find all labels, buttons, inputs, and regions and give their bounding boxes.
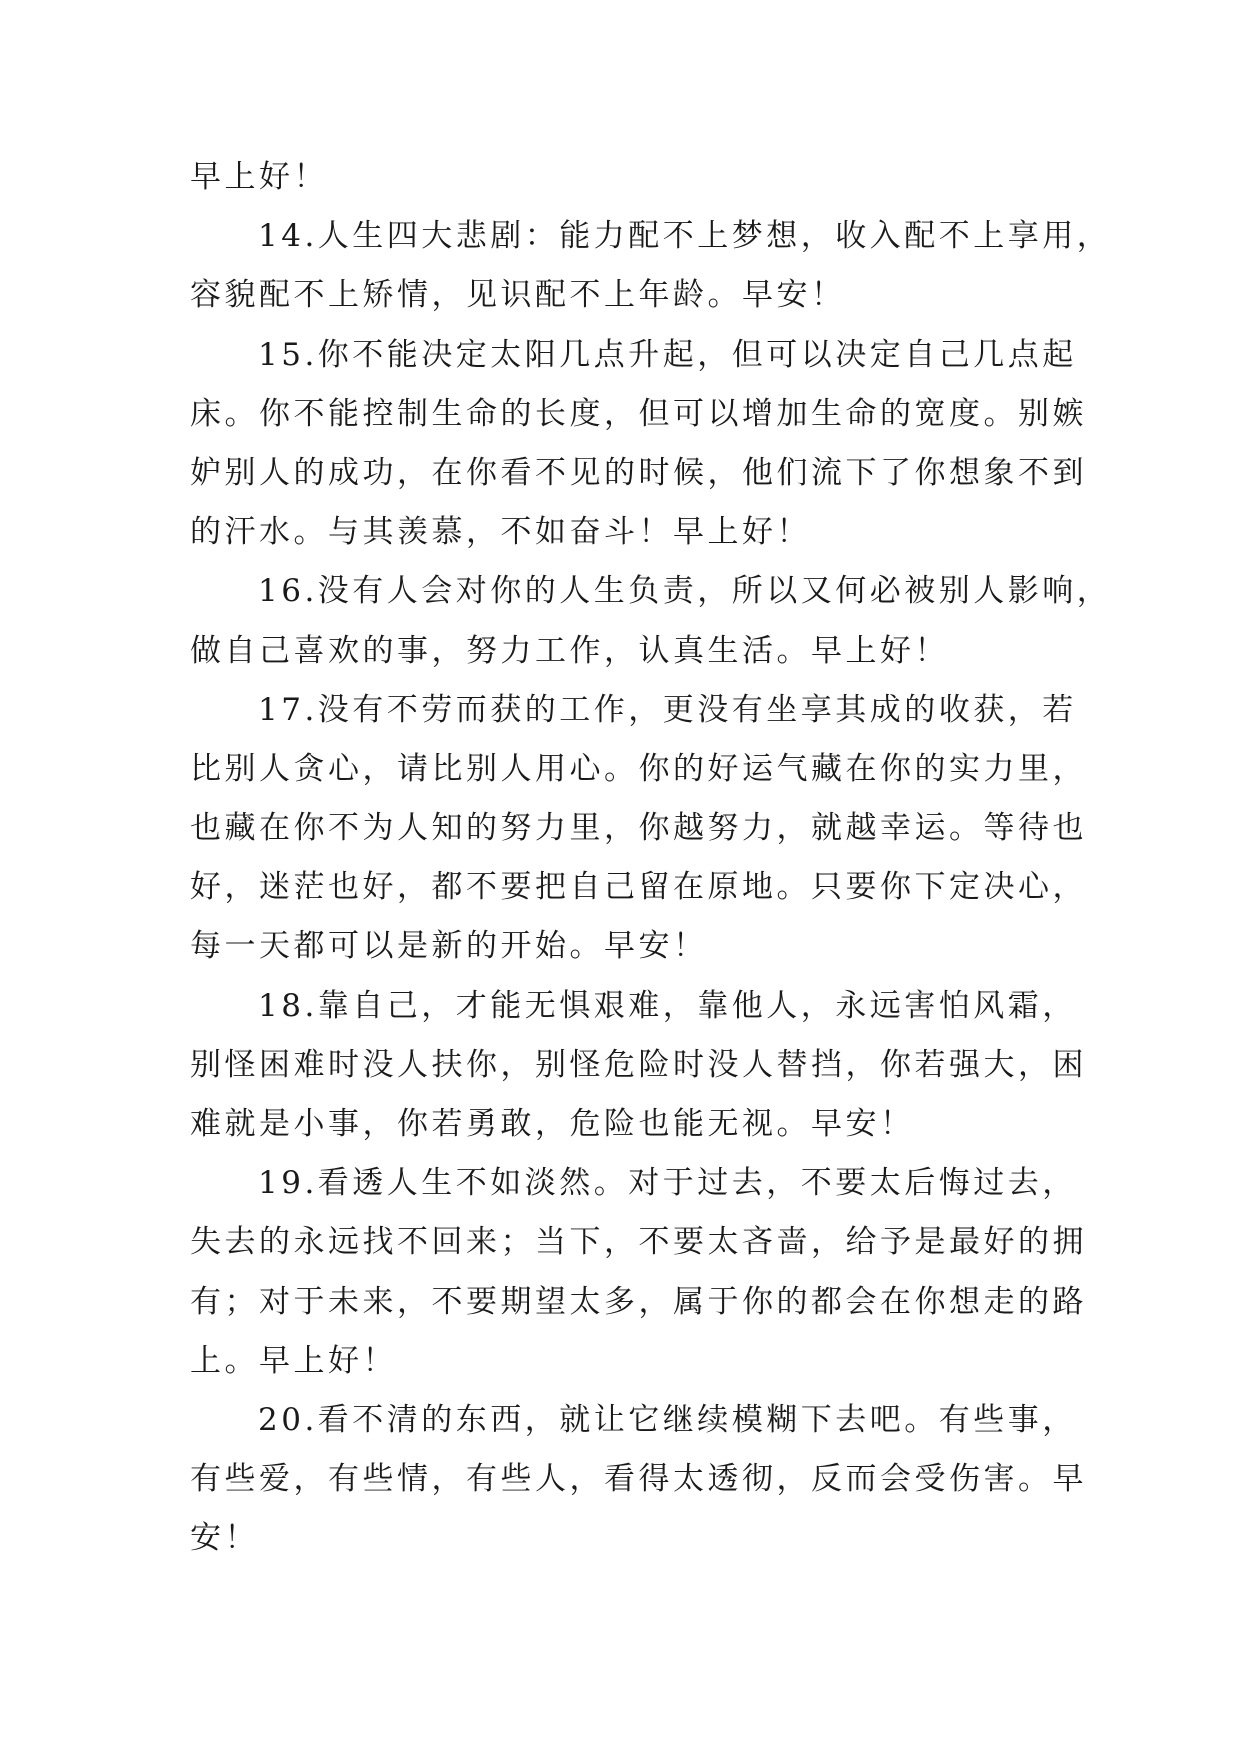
text-line: 好，迷茫也好，都不要把自己留在原地。只要你下定决心， — [190, 869, 1087, 906]
paragraph-18-start: 18.靠自己，才能无惧艰难，靠他人，永远害怕风霜， — [258, 987, 1077, 1024]
paragraph-15-start: 15.你不能决定太阳几点升起，但可以决定自己几点起 — [258, 336, 1077, 373]
text-line: 做自己喜欢的事，努力工作，认真生活。早上好！ — [190, 632, 949, 669]
document-body — [190, 148, 1112, 1569]
text-line: 失去的永远找不回来；当下，不要太吝啬，给予是最好的拥 — [190, 1224, 1087, 1261]
paragraph-17-start: 17.没有不劳而获的工作，更没有坐享其成的收获，若 — [258, 691, 1077, 728]
text-line: 别怪困难时没人扶你，别怪危险时没人替挡，你若强大，困 — [190, 1046, 1087, 1083]
paragraph-20-start: 20.看不清的东西，就让它继续模糊下去吧。有些事， — [258, 1401, 1077, 1438]
paragraph-16-start: 16.没有人会对你的人生负责，所以又何必被别人影响， — [258, 573, 1112, 610]
text-line: 床。你不能控制生命的长度，但可以增加生命的宽度。别嫉 — [190, 395, 1087, 432]
text-line: 也藏在你不为人知的努力里，你越努力，就越幸运。等待也 — [190, 810, 1087, 847]
text-line: 容貌配不上矫情，见识配不上年龄。早安！ — [190, 277, 846, 314]
text-line: 难就是小事，你若勇敢，危险也能无视。早安！ — [190, 1106, 915, 1142]
paragraph-14-start: 14.人生四大悲剧：能力配不上梦想，收入配不上享用， — [258, 218, 1112, 255]
text-line: 安！ — [190, 1520, 259, 1557]
text-line: 妒别人的成功，在你看不见的时候，他们流下了你想象不到 — [190, 454, 1087, 491]
text-line: 比别人贪心，请比别人用心。你的好运气藏在你的实力里， — [190, 750, 1087, 787]
text-line: 早上好！ — [190, 159, 328, 195]
text-line: 有些爱，有些情，有些人，看得太透彻，反而会受伤害。早 — [190, 1461, 1087, 1498]
paragraph-19-start: 19.看透人生不如淡然。对于过去，不要太后悔过去， — [258, 1165, 1077, 1202]
text-line: 上。早上好！ — [190, 1342, 397, 1379]
text-line: 有；对于未来，不要期望太多，属于你的都会在你想走的路 — [190, 1283, 1087, 1320]
text-line: 的汗水。与其羡慕，不如奋斗！早上好！ — [190, 514, 811, 551]
text-line: 每一天都可以是新的开始。早安！ — [190, 928, 708, 965]
